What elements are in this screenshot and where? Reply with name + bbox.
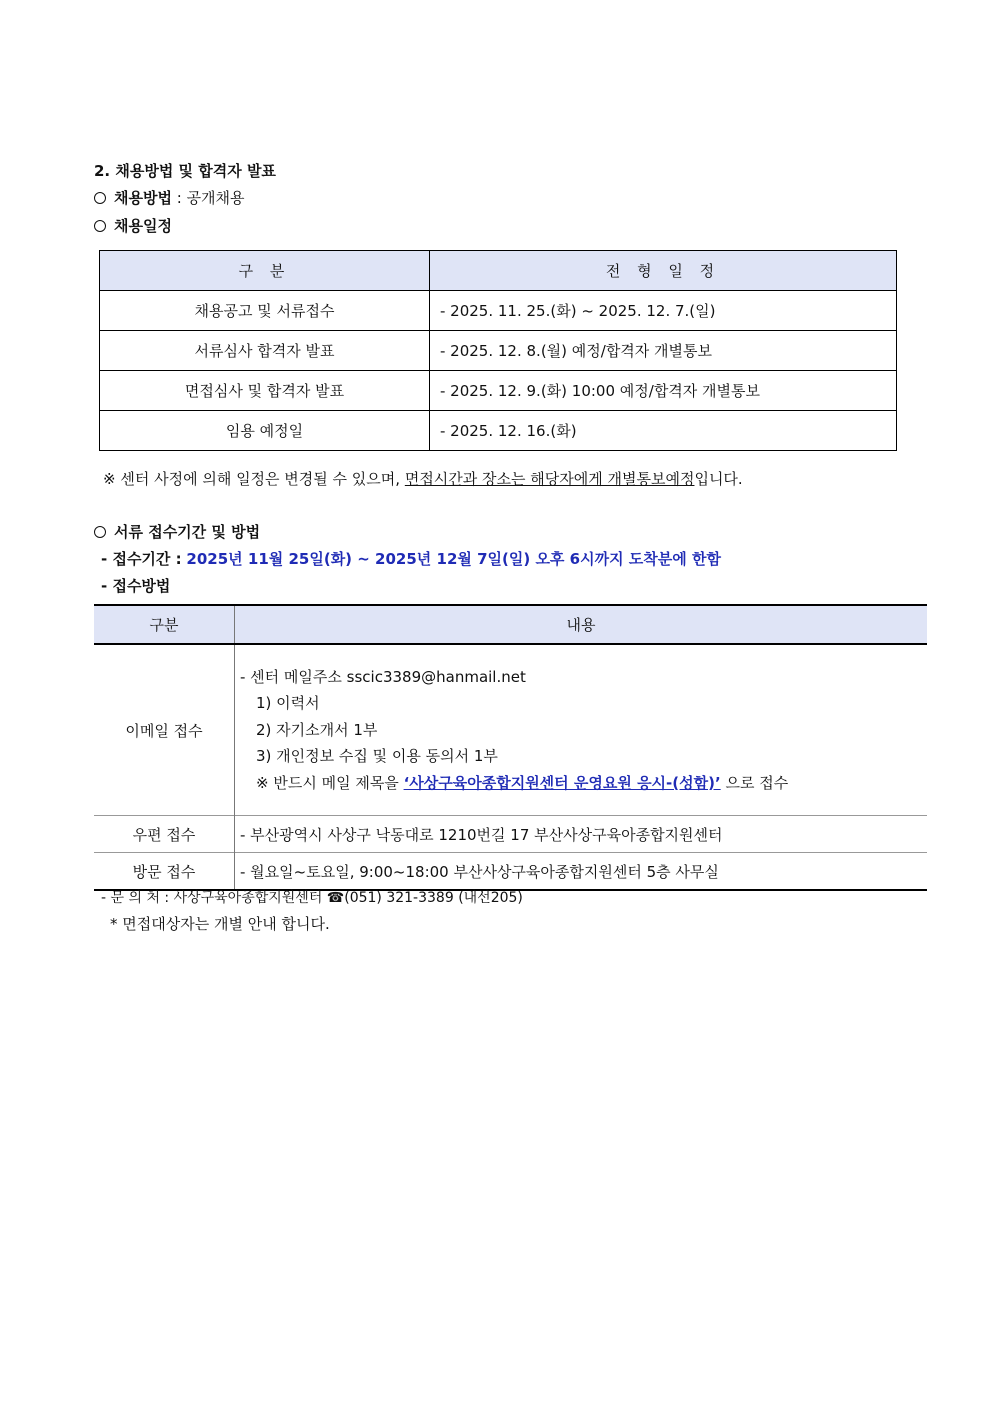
schedule-heading [94, 215, 172, 237]
period-value: 2025년 11월 25일(화) ~ 2025년 12월 7일(일) 오후 6시까지 도착분에 한함 [186, 550, 721, 568]
method-label: 채용방법 [114, 189, 172, 207]
row-label: 면접심사 및 합격자 발표 [100, 371, 430, 411]
row-value: - 부산광역시 사상구 낙동대로 1210번길 17 부산사상구육아종합지원센터 [235, 816, 928, 853]
row-value: - 월요일~토요일, 9:00~18:00 부산사상구육아종합지원센터 5층 사무실 [235, 853, 928, 891]
interview-note: * 면접대상자는 개별 안내 합니다. [110, 915, 330, 933]
schedule-label: 채용일정 [114, 217, 172, 235]
row-label: 서류심사 합격자 발표 [100, 331, 430, 371]
row-label: 임용 예정일 [100, 411, 430, 451]
contact-line: - 문 의 처 : 사상구육아종합지원센터 ☎(051) 321-3389 (내선205) [101, 890, 523, 906]
list-item: 3) 개인정보 수집 및 이용 동의서 1부 [256, 747, 498, 766]
circle-bullet-icon [94, 220, 106, 232]
table-header-row [100, 251, 897, 291]
section-title: 2. 채용방법 및 합격자 발표 [94, 162, 276, 180]
row-value: - 2025. 11. 25.(화) ~ 2025. 12. 7.(일) [430, 291, 897, 331]
row-value: - 2025. 12. 16.(화) [430, 411, 897, 451]
note-prefix: ※ 센터 사정에 의해 일정은 변경될 수 있으며, [103, 470, 405, 488]
schedule-table [99, 250, 897, 451]
method-value: : 공개채용 [176, 189, 245, 207]
circle-bullet-icon [94, 526, 106, 538]
list-item: 1) 이력서 [256, 694, 320, 713]
col-header-category: 구 분 [100, 251, 430, 291]
submission-method-label: - 접수방법 [101, 577, 171, 595]
table-header-row [94, 605, 927, 644]
row-label: 채용공고 및 서류접수 [100, 291, 430, 331]
row-value: - 2025. 12. 8.(월) 예정/합격자 개별통보 [430, 331, 897, 371]
table-row [100, 291, 897, 331]
email-subject-notice [240, 770, 926, 797]
schedule-note [103, 468, 743, 490]
method-line [94, 187, 245, 209]
method-table [94, 604, 927, 891]
col-header-category: 구분 [94, 605, 235, 644]
circle-bullet-icon [94, 192, 106, 204]
list-item: 2) 자기소개서 1부 [256, 720, 378, 739]
email-content [235, 644, 928, 816]
note-underlined: 면접시간과 장소는 해당자에게 개별통보예정 [404, 470, 695, 488]
table-row [100, 371, 897, 411]
table-row [94, 816, 927, 853]
notice-subject: ‘사상구육아종합지원센터 운영요원 응시-(성함)’ [403, 773, 721, 792]
period-line [101, 548, 721, 570]
note-suffix: 입니다. [694, 470, 743, 488]
table-row [94, 853, 927, 891]
submission-heading [94, 521, 260, 543]
table-row [94, 644, 927, 816]
table-row [100, 411, 897, 451]
row-label: 방문 접수 [94, 853, 235, 891]
notice-prefix: ※ 반드시 메일 제목을 [256, 773, 399, 792]
notice-suffix: 으로 접수 [725, 773, 789, 792]
row-value: - 2025. 12. 9.(화) 10:00 예정/합격자 개별통보 [430, 371, 897, 411]
table-row [100, 331, 897, 371]
period-label: - 접수기간 : [101, 550, 182, 568]
row-label: 우편 접수 [94, 816, 235, 853]
submission-title: 서류 접수기간 및 방법 [114, 523, 261, 541]
col-header-content: 내용 [235, 605, 928, 644]
col-header-schedule: 전 형 일 정 [430, 251, 897, 291]
row-label: 이메일 접수 [94, 644, 235, 816]
email-address-line: - 센터 메일주소 sscic3389@hanmail.net [240, 667, 526, 686]
